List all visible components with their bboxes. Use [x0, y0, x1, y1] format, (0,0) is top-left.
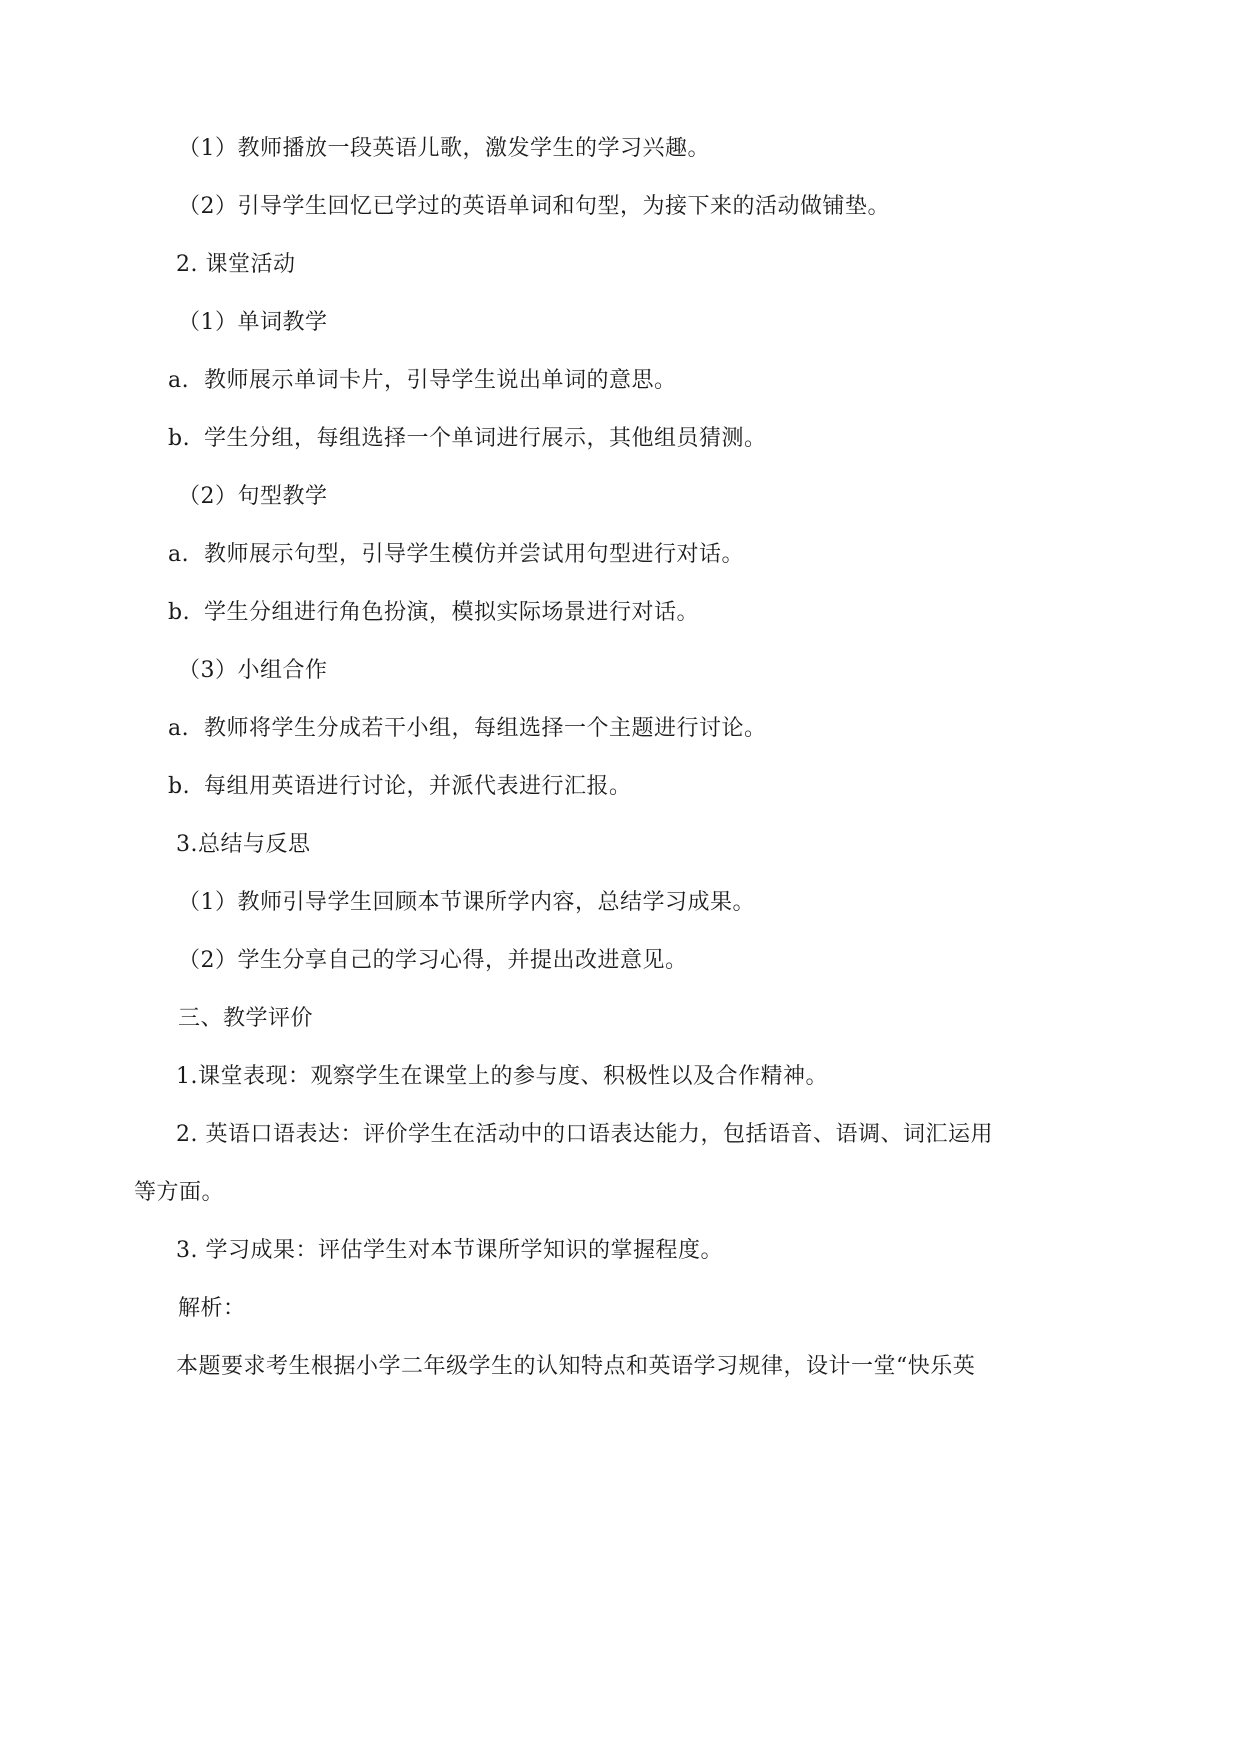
section-summary-reflection: 3.总结与反思: [176, 832, 311, 857]
list-item-text: 学生分组进行角色扮演，模拟实际场景进行对话。: [204, 600, 700, 625]
list-marker: b.: [168, 600, 191, 625]
list-item: [168, 713, 767, 745]
summary-step-2: （2）学生分享自己的学习心得，并提出改进意见。: [178, 948, 688, 973]
list-marker: a.: [168, 716, 190, 741]
analysis-paragraph: 本题要求考生根据小学二年级学生的认知特点和英语学习规律，设计一堂“快乐英: [176, 1354, 976, 1379]
list-item: [168, 365, 677, 397]
list-item-text: 教师展示句型，引导学生模仿并尝试用句型进行对话。: [204, 542, 745, 567]
subsection-sentence-teaching: （2）句型教学: [178, 484, 328, 509]
evaluation-item-3: 3. 学习成果：评估学生对本节课所学知识的掌握程度。: [176, 1238, 723, 1263]
summary-step-1: （1）教师引导学生回顾本节课所学内容，总结学习成果。: [178, 890, 755, 915]
list-item: [168, 597, 699, 629]
subsection-group-work: （3）小组合作: [178, 658, 328, 683]
list-item: [168, 423, 767, 455]
evaluation-item-2-continued: 等方面。: [134, 1180, 225, 1205]
list-marker: a.: [168, 368, 190, 393]
evaluation-item-2: 2. 英语口语表达：评价学生在活动中的口语表达能力，包括语音、语调、词汇运用: [176, 1122, 993, 1147]
intro-step-2: （2）引导学生回忆已学过的英语单词和句型，为接下来的活动做铺垫。: [178, 194, 890, 219]
list-item-text: 教师将学生分成若干小组，每组选择一个主题进行讨论。: [204, 716, 767, 741]
evaluation-item-1: 1.课堂表现：观察学生在课堂上的参与度、积极性以及合作精神。: [176, 1064, 828, 1089]
list-marker: a.: [168, 542, 190, 567]
list-marker: b.: [168, 774, 191, 799]
intro-step-1: （1）教师播放一段英语儿歌，激发学生的学习兴趣。: [178, 136, 710, 161]
heading-teaching-evaluation: 三、教学评价: [178, 1006, 314, 1031]
list-marker: b.: [168, 426, 191, 451]
list-item: [168, 771, 632, 803]
subsection-word-teaching: （1）单词教学: [178, 310, 328, 335]
list-item-text: 教师展示单词卡片，引导学生说出单词的意思。: [204, 368, 677, 393]
analysis-label: 解析：: [178, 1296, 246, 1321]
section-classroom-activities: 2. 课堂活动: [176, 252, 296, 277]
list-item-text: 每组用英语进行讨论，并派代表进行汇报。: [204, 774, 632, 799]
list-item: [168, 539, 744, 571]
list-item-text: 学生分组，每组选择一个单词进行展示，其他组员猜测。: [204, 426, 767, 451]
